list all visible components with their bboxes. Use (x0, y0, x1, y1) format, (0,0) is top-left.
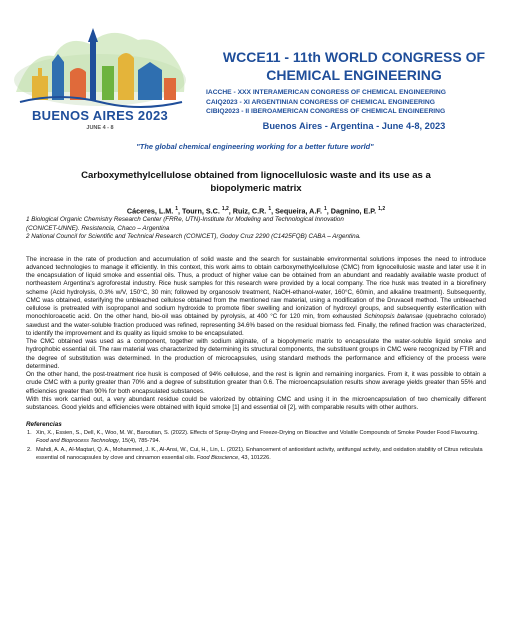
abstract-paragraph: The CMC obtained was used as a component, together with sodium alginate, of a biopolymeric matrix to encapsulate the water-soluble liquid smoke and hydrophobic essential oil. The raw material was characterized by determining its structural components, the substituent groups in CMC were recognized by FTIR and the degree of substitution was determined. In the production of microcapsules, using standard methods the performance and efficiency of the process were determined. (26, 338, 486, 370)
reference-item (26, 430, 486, 445)
abstract-body (26, 256, 486, 413)
species-name: Schinopsis balansae (364, 313, 423, 321)
affiliation-1-line2: (CONICET-UNNE). Resistencia, Chaco – Argentina (26, 224, 170, 232)
author-affiliation-mark: 1 (175, 206, 179, 212)
reference-text (36, 447, 486, 462)
reference-body: Xin, X., Essien, S., Dell, K., Woo, M. W., Baroutian, S. (2022). Effects of Spray-Drying and Freeze-Drying on Bioactive and Volatile Compounds of Smoke Powder Food Flavouring. (36, 430, 479, 437)
abstract-paragraph: With this work carried out, a very abundant residue could be valorized by obtaining CMC and using it in the microencapsulation of two chemically different substances. Good yields and efficiencies were obtained with liquid smoke [1] and essential oil [2], with comparable results with other authors. (26, 395, 486, 412)
logo-title: BUENOS AIRES 2023 (31, 108, 169, 123)
congress-title-line2: CHEMICAL ENGINEERING (266, 67, 442, 83)
abstract-text: The increase in the rate of production and accumulation of solid waste and the search for sustainable environmental solutions imposes the need to introduce advanced technologies to manage it efficiently. In this context, this work aims to obtain carboxymethylcellulose (CMC) from lignocellulosic waste and later use it in the encapsulation of liquid smoke and essential oils. Thus, a product of higher value can be obtained from an abundant and readably available waste product of northeastern Argentina's agroforestal industry. Rice husk samples for this research were provided by a local company. The rice husk was treated in a biorefinery scheme (Acid hydrolysis, 0.3% w/V, 150°C, 30 min; followed by organosolv treatment, NaOH-ethanol-water, 160°C, 60min, and alkaline treatment). Subsequently, CMC was obtained, esterifying the unbleached cellulose obtained from the mentioned raw material, using a modification of the Druvacell method. The unbleached cellulose is pretreated with isopropanol and sodium hydroxide to promote fiber swelling and ionization of hydroxyl groups, and subsequently esterification with monochloroacetic acid. On the other hand, bio-oil was obtained by pyrolysis, at 400 °C for 120 min, from exhausted (26, 255, 486, 321)
congress-sub-iacche: IACCHE - XXX INTERAMERICAN CONGRESS OF CHEMICAL ENGINEERING (206, 89, 446, 96)
author-name: Dagnino, E.P. (330, 206, 377, 216)
abstract-paragraph: On the other hand, the post-treatment rice husk is composed of 94% cellulose, and the rest is lignin and remaining inorganics. From it, it was possible to obtain a crude CMC with a purity greater than 70% and a degree of substitution greater than 0.6. The microencapsulation results show average yields greater than 55% and efficiencies greater than 90% for both encapsulated substances. (26, 371, 486, 395)
author-name: Sequeira, A.F. (275, 206, 322, 216)
affiliation-1-line1: 1 Biological Organic Chemistry Research Center (FRRe, UTN)-Institute for Modeling and Technological Innovation (26, 216, 344, 224)
congress-title-line1: WCCE11 - 11th WORLD CONGRESS OF (222, 49, 486, 65)
paper-title (26, 170, 486, 195)
congress-title (204, 48, 504, 84)
abstract-text: (quebracho colorado) sawdust and the water-soluble fraction produced was refined, representing 34.6% based on the residual biomass fed. Finally, the refined fraction was characterized, to identify the improvement and its quality as liquid smoke to be encapsulated. (26, 313, 487, 337)
references-list (26, 430, 486, 462)
reference-journal: Food and Bioprocess Technology (36, 437, 119, 444)
congress-place-date: Buenos Aires - Argentina - June 4-8, 2023 (262, 120, 446, 131)
city-skyline-icon (10, 22, 190, 108)
buenos-aires-2023-logo (10, 22, 190, 147)
reference-number: 2. (27, 447, 32, 454)
congress-tagline: "The global chemical engineering working for a better future world" (136, 142, 374, 151)
logo-dates: JUNE 4 - 8 (86, 125, 114, 131)
author-affiliation-mark: 1,2 (378, 206, 386, 212)
author-name: Ruiz, C.R. (232, 206, 267, 216)
author-name: Tourn, S.C. (182, 206, 220, 216)
reference-item (26, 447, 486, 462)
reference-text (36, 430, 486, 445)
paper-title-line2: biopolymeric matrix (210, 182, 302, 194)
reference-body: Mahdi, A. A., Al-Maqtari, Q. A., Mohammed, J. K., Al-Ansi, W., Cui, H., Lin, L. (2021). Enhancement of antioxidant activity, antifungal activity, and oxidation stability of Citrus reticulata essential oil nanocapsules by clove and cinnamon essential oils. (36, 447, 483, 461)
author-affiliation-mark: 1 (268, 206, 272, 212)
congress-subtitles (204, 88, 504, 117)
reference-number: 1. (27, 430, 32, 437)
reference-tail: , 15(4), 785-794. (118, 437, 161, 444)
congress-sub-cibiq: CIBIQ2023 - II IBEROAMERICAN CONGRESS OF CHEMICAL ENGINEERING (206, 108, 446, 115)
affiliations (26, 216, 486, 241)
conference-header (0, 0, 510, 158)
author-affiliation-mark: 1 (323, 206, 327, 212)
reference-tail: , 43, 101226. (238, 454, 271, 461)
paper-content (26, 160, 486, 462)
reference-journal: Food Bioscience (196, 454, 239, 461)
abstract-paragraph (26, 256, 486, 339)
affiliation-2: 2 National Council for Scientific and Technical Research (CONICET), Godoy Cruz 2290 (C1425FQB) CABA – Argentina. (26, 233, 361, 241)
congress-info (204, 48, 504, 131)
congress-sub-caiq: CAIQ2023 - XI ARGENTINIAN CONGRESS OF CHEMICAL ENGINEERING (206, 98, 435, 106)
references-heading: Referencias (26, 421, 62, 429)
author-name: Cáceres, L.M. (126, 206, 174, 216)
author-affiliation-mark: 1,2 (221, 206, 229, 212)
paper-title-line1: Carboxymethylcellulose obtained from lignocellulosic waste and its use as a (81, 170, 431, 181)
author-list: Cáceres, L.M. $^1$, Tourn, S.C. $^{1,2}$, Ruiz, C.R. $^1$, Sequeira, A.F. $^1$, Dagnino, E.P. $^{1,2}$ (126, 206, 386, 216)
